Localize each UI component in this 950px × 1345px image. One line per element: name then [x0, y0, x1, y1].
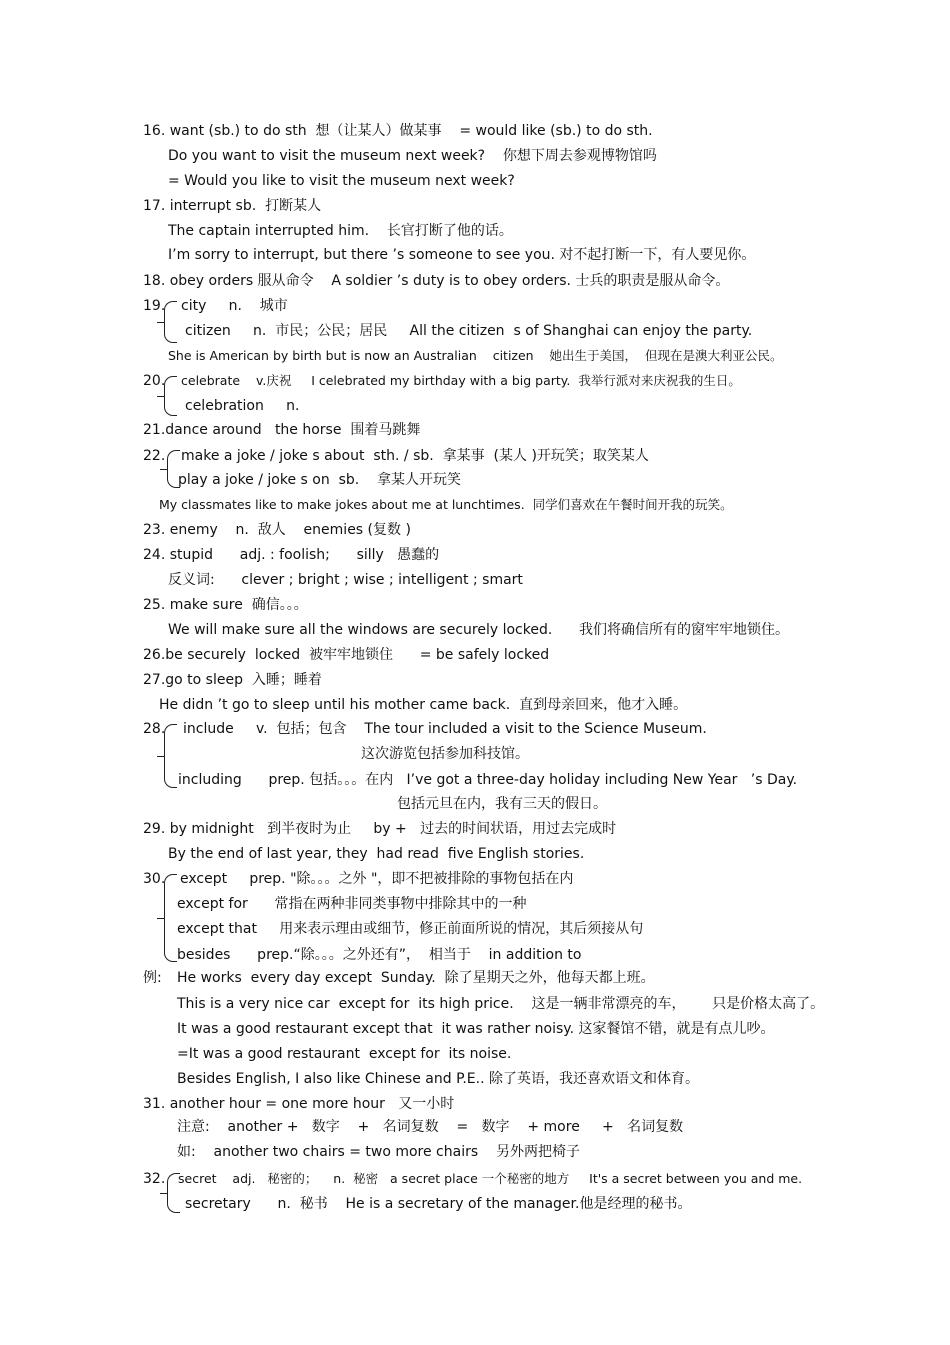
text-line: 31. another hour = one more hour 又一小时: [143, 1096, 455, 1112]
text-line: 如: another two chairs = two more chairs 另外两把椅子: [177, 1144, 580, 1160]
text-line: secret adj. 秘密的； n. 秘密 a secret place 一个秘密的地方 It's a secret between you and me.: [178, 1171, 803, 1186]
text-line: 注意: another + 数字 + 名词复数 = 数字 + more + 名词复数: [177, 1119, 684, 1135]
text-line: My classmates like to make jokes about me at lunchtimes. 同学们喜欢在午餐时间开我的玩笑。: [159, 497, 733, 512]
text-line: make a joke / joke s about sth. / sb. 拿某事 (某人 )开玩笑；取笑某人: [181, 448, 649, 464]
item-number: 30.: [143, 871, 166, 887]
text-line: 18. obey orders 服从命令 A soldier ’s duty is to obey orders. 士兵的职责是服从命令。: [143, 273, 730, 289]
text-line: He works every day except Sunday. 除了星期天之外，他每天都上班。: [177, 970, 655, 986]
example-label: 例:: [143, 970, 162, 986]
text-line: except prep. "除。。。之外 "，即不把被排除的事物包括在内: [180, 871, 574, 887]
text-line: citizen n. 市民；公民；居民 All the citizen s of Shanghai can enjoy the party.: [185, 323, 753, 339]
text-line: 23. enemy n. 敌人 enemies (复数 ): [143, 522, 411, 538]
text-line: She is American by birth but is now an Australian citizen 她出生于美国， 但现在是澳大利亚公民。: [168, 348, 783, 363]
text-line: 24. stupid adj. : foolish; silly 愚蠢的: [143, 547, 440, 563]
text-line: 16. want (sb.) to do sth 想（让某人）做某事 = would like (sb.) to do sth.: [143, 123, 653, 139]
text-line: play a joke / joke s on sb. 拿某人开玩笑: [178, 472, 462, 488]
text-line: except that 用来表示理由或细节，修正前面所说的情况，其后须接从句: [177, 921, 644, 937]
text-line: 21.dance around the horse 围着马跳舞: [143, 422, 421, 438]
text-line: We will make sure all the windows are securely locked. 我们将确信所有的窗牢牢地锁住。: [168, 622, 789, 638]
text-line: 25. make sure 确信。。。: [143, 597, 308, 613]
text-line: secretary n. 秘书 He is a secretary of the manager.他是经理的秘书。: [185, 1196, 692, 1212]
text-line: except for 常指在两种非同类事物中排除其中的一种: [177, 896, 527, 912]
text-line: celebration n.: [185, 398, 300, 414]
item-number: 22.: [143, 448, 166, 464]
brace-icon: [164, 874, 177, 962]
text-line: including prep. 包括。。。在内 I’ve got a three-day holiday including New Year ’s Day.: [178, 772, 798, 788]
brace-icon: [164, 376, 177, 416]
text-line: Do you want to visit the museum next week? 你想下周去参观博物馆吗: [168, 148, 657, 164]
text-line: 29. by midnight 到半夜时为止 by + 过去的时间状语，用过去完成时: [143, 821, 617, 837]
text-line: It was a good restaurant except that it was rather noisy. 这家餐馆不错，就是有点儿吵。: [177, 1021, 775, 1037]
text-line: 反义词: clever ; bright ; wise ; intelligent ; smart: [168, 572, 523, 588]
text-line: This is a very nice car except for its high price. 这是一辆非常漂亮的车， 只是价格太高了。: [177, 996, 825, 1012]
text-line: city n. 城市: [181, 298, 288, 314]
text-line: I’m sorry to interrupt, but there ’s someone to see you. 对不起打断一下，有人要见你。: [168, 247, 756, 263]
text-line: celebrate v.庆祝 I celebrated my birthday with a big party. 我举行派对来庆祝我的生日。: [181, 373, 741, 388]
text-line: besides prep.“除。。。之外还有”， 相当于 in addition to: [177, 947, 582, 963]
brace-icon: [164, 724, 177, 788]
item-number: 20.: [143, 373, 166, 389]
text-line: 包括元旦在内，我有三天的假日。: [397, 796, 607, 812]
brace-icon: [164, 301, 177, 343]
item-number: 28.: [143, 721, 166, 737]
item-number: 19.: [143, 298, 166, 314]
text-line: He didn ’t go to sleep until his mother came back. 直到母亲回来，他才入睡。: [159, 697, 688, 713]
text-line: 27.go to sleep 入睡；睡着: [143, 672, 322, 688]
text-line: 26.be securely locked 被牢牢地锁住 = be safely locked: [143, 647, 550, 663]
text-line: 17. interrupt sb. 打断某人: [143, 198, 322, 214]
text-line: = Would you like to visit the museum next week?: [168, 173, 515, 189]
text-line: =It was a good restaurant except for its noise.: [177, 1046, 512, 1062]
text-line: include v. 包括；包含 The tour included a visit to the Science Museum.: [183, 721, 707, 737]
text-line: By the end of last year, they had read five English stories.: [168, 846, 585, 862]
text-line: 这次游览包括参加科技馆。: [361, 746, 529, 762]
text-line: The captain interrupted him. 长官打断了他的话。: [168, 223, 513, 239]
text-line: Besides English, I also like Chinese and P.E.. 除了英语，我还喜欢语文和体育。: [177, 1071, 699, 1087]
item-number: 32.: [143, 1171, 166, 1187]
